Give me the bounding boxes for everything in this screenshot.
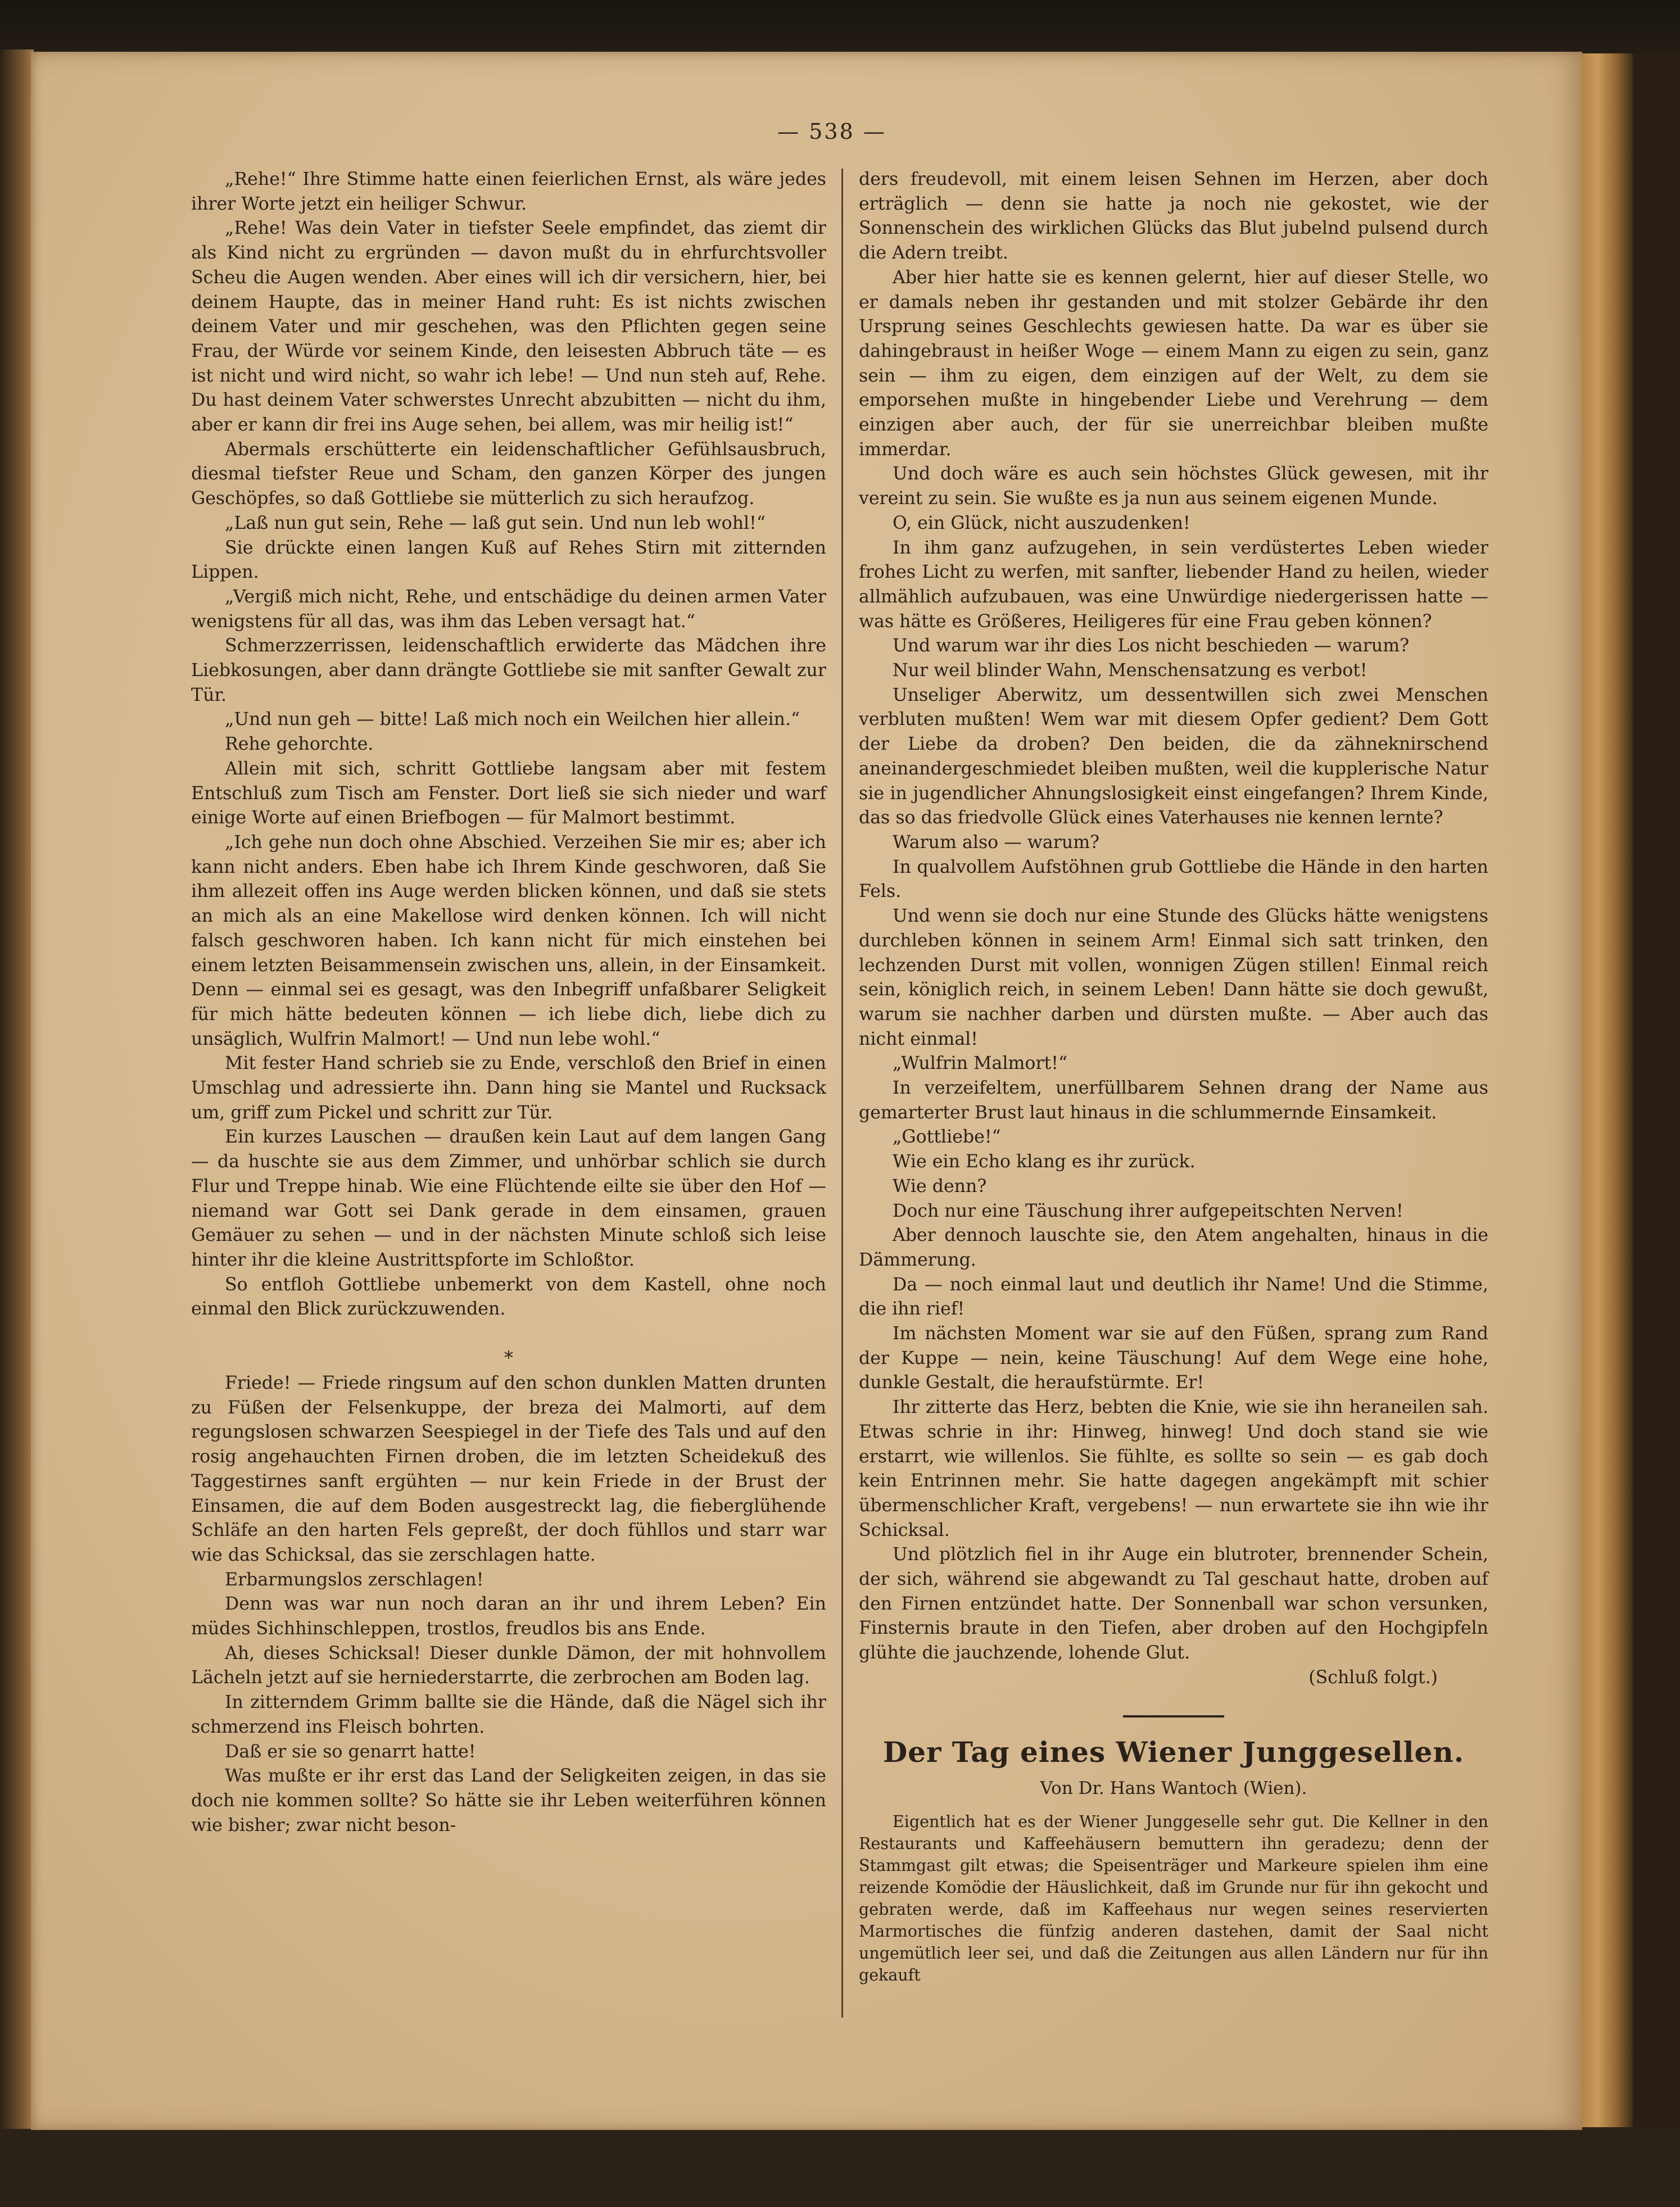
paragraph: Daß er sie so genarrt hatte!	[225, 1741, 476, 1762]
paragraph: „Gottliebe!“	[893, 1127, 1001, 1148]
paragraph: Allein mit sich, schritt Gottliebe langsam aber mit festem Entschluß zum Tisch am Fenster. Dort ließ sie sich nieder und warf einige Worte auf einen Briefbogen — für Malmort bestimmt.	[191, 758, 826, 828]
paragraph: Und plötzlich fiel in ihr Auge ein blutroter, brennender Schein, der sich, während sie abgewandt zu Tal geschaut hatte, droben auf den Firnen entzündet hatte. Der Sonnenball war schon versunken, Finsternis braute in den Tiefen, aber droben auf den Hochgipfeln glühte die jauchzende, lohende Glut.	[859, 1544, 1488, 1664]
left-text-column	[191, 167, 826, 1838]
book-spine-edge	[0, 49, 34, 2129]
paragraph: Nur weil blinder Wahn, Menschensatzung es verbot!	[893, 660, 1367, 681]
paragraph: In zitterndem Grimm ballte sie die Hände, daß die Nägel sich ihr schmerzend ins Fleisch bohrten.	[191, 1692, 826, 1737]
paragraph: „Wulfrin Malmort!“	[893, 1053, 1068, 1074]
left-column-paragraphs	[191, 167, 826, 1322]
paragraph: Unseliger Aberwitz, um dessentwillen sich zwei Menschen verbluten mußten! Wem war mit diesem Opfer gedient? Dem Gott der Liebe da droben? Den beiden, die da zähneknirschend aneinandergeschmiedet bleiben mußten, weil die kupplerische Natur sie in jugendlicher Ahnungslosigkeit einst eingefangen? Ihrem Kinde, das so das friedvolle Glück eines Vaterhauses nie kennen lernte?	[859, 685, 1488, 828]
paragraph: ders freudevoll, mit einem leisen Sehnen im Herzen, aber doch erträglich — denn sie hatte ja noch nie gekostet, wie der Sonnenschein des wirklichen Glücks das Blut jubelnd pulsend durch die Adern treibt.	[859, 169, 1488, 264]
section-break-asterisk: *	[504, 1348, 513, 1369]
paragraph: Da — noch einmal laut und deutlich ihr Name! Und die Stimme, die ihn rief!	[859, 1274, 1488, 1320]
paragraph: „Laß nun gut sein, Rehe — laß gut sein. Und nun leb wohl!“	[225, 513, 766, 533]
paragraph: O, ein Glück, nicht auszudenken!	[893, 513, 1190, 533]
paragraph: Doch nur eine Täuschung ihrer aufgepeitschten Nerven!	[893, 1200, 1403, 1221]
paragraph: Im nächsten Moment war sie auf den Füßen, sprang zum Rand der Kuppe — nein, keine Täuschung! Auf dem Wege eine hohe, dunkle Gestalt, die heraufstürmte. Er!	[859, 1324, 1488, 1393]
right-column-paragraphs	[859, 266, 1488, 1666]
paragraph: Rehe gehorchte.	[225, 734, 374, 755]
paragraph: Aber dennoch lauschte sie, den Atem angehalten, hinaus in die Dämmerung.	[859, 1225, 1488, 1270]
paragraph: Schmerzzerrissen, leidenschaftlich erwiderte das Mädchen ihre Liebkosungen, aber dann drängte Gottliebe sie mit sanfter Gewalt zur Tür.	[191, 636, 826, 705]
page-curl-edge	[1582, 53, 1633, 2127]
paragraph: „Vergiß mich nicht, Rehe, und entschädige du deinen armen Vater wenigstens für all das, was ihm das Leben versagt hat.“	[191, 586, 826, 632]
paragraph: Wie denn?	[893, 1176, 987, 1197]
column-divider	[841, 169, 843, 2018]
paragraph: Mit fester Hand schrieb sie zu Ende, verschloß den Brief in einen Umschlag und adressierte ihn. Dann hing sie Mantel und Rucksack um, griff zum Pickel und schritt zur Tür.	[191, 1053, 826, 1123]
paragraph: Abermals erschütterte ein leidenschaftlicher Gefühlsausbruch, diesmal tiefster Reue und Scham, den ganzen Körper des jungen Geschöpfes, so daß Gottliebe sie mütterlich zu sich heraufzog.	[191, 439, 826, 509]
paragraph: In verzeifeltem, unerfüllbarem Sehnen drang der Name aus gemarterter Brust laut hinaus in die schlummernde Einsamkeit.	[859, 1078, 1488, 1123]
paragraph: Aber hier hatte sie es kennen gelernt, hier auf dieser Stelle, wo er damals neben ihr gestanden und mit stolzer Gebärde ihr den Ursprung seines Geschlechts gewiesen hatte. Da war es über sie dahingebraust in heißer Woge — einem Mann zu eigen zu sein, ganz sein — ihm zu eigen, dem einzigen auf der Welt, zu dem sie emporsehen mußte in hingebender Liebe und Verehrung — dem einzigen aber auch, der für sie unerreichbar bleiben mußte immerdar.	[859, 267, 1488, 460]
page-number: — 538 —	[777, 119, 886, 144]
left-column-paragraphs-after-break	[191, 1371, 826, 1838]
paragraph: Ein kurzes Lauschen — draußen kein Laut auf dem langen Gang — da huschte sie aus dem Zimmer, und unhörbar schlich sie durch Flur und Treppe hinab. Wie eine Flüchtende eilte sie über den Hof — niemand war Gott sei Dank gerade in dem einsamen, grauen Gemäuer zu sehen — und in der nächsten Minute schloß sich leise hinter ihr die kleine Austrittspforte im Schloßtor.	[191, 1127, 826, 1270]
paragraph: Was mußte er ihr erst das Land der Seligkeiten zeigen, in das sie doch nie kommen sollte? So hätte sie ihr Leben weiterführen können wie bisher; zwar nicht beson-	[191, 1766, 826, 1836]
paragraph: Und warum war ihr dies Los nicht beschieden — warum?	[893, 636, 1410, 656]
right-column-continuation	[859, 167, 1488, 266]
paragraph: „Und nun geh — bitte! Laß mich noch ein Weilchen hier allein.“	[225, 709, 800, 730]
article-byline: Von Dr. Hans Wantoch (Wien).	[1040, 1778, 1307, 1798]
paragraph: „Ich gehe nun doch ohne Abschied. Verzeihen Sie mir es; aber ich kann nicht anders. Eben habe ich Ihrem Kinde geschworen, daß Sie ihm allezeit offen ins Auge werden blicken können, und daß sie stets an mich als an eine Makellose wird denken können. Ich will nicht falsch geschworen haben. Ich kann nicht für mich einstehen bei einem letzten Beisammensein zwischen uns, allein, in der Einsamkeit. Denn — einmal sei es gesagt, was den Inbegriff unfaßbarer Seligkeit für mich hätte bedeuten können — ich liebe dich, liebe dich zu unsäglich, Wulfrin Malmort! — Und nun lebe wohl.“	[191, 832, 826, 1049]
paragraph: Erbarmungslos zerschlagen!	[225, 1569, 484, 1590]
paragraph: „Rehe! Was dein Vater in tiefster Seele empfindet, das ziemt dir als Kind nicht zu ergründen — davon mußt du in ehrfurchtsvoller Scheu die Augen wenden. Aber eines will ich dir versichern, hier, bei deinem Haupte, das in meiner Hand ruht: Es ist nichts zwischen deinem Vater und mir geschehen, was den Pflichten gegen seine Frau, der Würde vor seinem Kinde, den leisesten Abbruch täte — es ist nicht und wird nicht, so wahr ich lebe! — Und nun steh auf, Rehe. Du hast deinem Vater schwerstes Unrecht abzubitten — nicht du ihm, aber er kann dir frei ins Auge sehen, bei allem, was mir heilig ist!“	[191, 218, 826, 436]
paragraph: Und doch wäre es auch sein höchstes Glück gewesen, mit ihr vereint zu sein. Sie wußte es ja nun aus seinem eigenen Munde.	[859, 464, 1488, 509]
paragraph: Denn was war nun noch daran an ihr und ihrem Leben? Ein müdes Sichhinschleppen, trostlos, freudlos bis ans Ende.	[191, 1594, 826, 1639]
article-title: Der Tag eines Wiener Junggesellen.	[882, 1735, 1465, 1769]
paragraph: Ah, dieses Schicksal! Dieser dunkle Dämon, der mit hohnvollem Lächeln jetzt auf sie herniederstarrte, die zerbrochen am Boden lag.	[191, 1643, 826, 1688]
article-paragraph: Eigentlich hat es der Wiener Junggeselle sehr gut. Die Kellner in den Restaurants und Kaffeehäusern bemuttern ihn geradezu; denn der Stammgast gilt etwas; die Speisenträger und Markeure spielen ihm eine reizende Komödie der Häuslichkeit, daß im Grunde nur für ihn gekocht und gebraten werde, daß im Kaffeehaus nur wegen seines reservierten Marmortisches die fünfzig anderen dastehen, damit der Saal nicht ungemütlich leer sei, und daß die Zeitungen aus allen Ländern nur für ihn gekauft	[859, 1812, 1488, 1984]
paragraph: In qualvollem Aufstöhnen grub Gottliebe die Hände in den harten Fels.	[859, 856, 1488, 902]
paragraph: Warum also — warum?	[893, 832, 1100, 853]
article-separator-rule	[1123, 1715, 1224, 1717]
paragraph: So entfloh Gottliebe unbemerkt von dem Kastell, ohne noch einmal den Blick zurückzuwenden.	[191, 1274, 826, 1320]
paragraph: In ihm ganz aufzugehen, in sein verdüstertes Leben wieder frohes Licht zu werfen, mit sanfter, liebender Hand zu heilen, wieder allmählich aufzubauen, was eine Unwürdige niedergerissen hatte — was hätte es Größeres, Heiligeres für eine Frau geben können?	[859, 537, 1488, 632]
paragraph: Friede! — Friede ringsum auf den schon dunklen Matten drunten zu Füßen der Felsenkuppe, der breza dei Malmorti, auf dem regungslosen schwarzen Seespiegel in der Tiefe des Tals und auf den rosig angehauchten Firnen droben, die im letzten Scheidekuß des Taggestirnes sanft ergühten — nur kein Friede in der Brust der Einsamen, die auf dem Boden ausgestreckt lag, die fieberglühende Schläfe an den harten Fels gepreßt, der doch fühllos und starr war wie das Schicksal, das sie zerschlagen hatte.	[191, 1373, 826, 1565]
scan-background-right	[1633, 53, 1680, 2127]
paragraph: Wie ein Echo klang es ihr zurück.	[893, 1152, 1196, 1172]
paragraph: Sie drückte einen langen Kuß auf Rehes Stirn mit zitternden Lippen.	[191, 537, 826, 583]
paragraph: „Rehe!“ Ihre Stimme hatte einen feierlichen Ernst, als wäre jedes ihrer Worte jetzt ein heiliger Schwur.	[191, 169, 826, 214]
paragraph: Ihr zitterte das Herz, bebten die Knie, wie sie ihn heraneilen sah. Etwas schrie in ihr: Hinweg, hinweg! Und doch stand sie wie erstarrt, wie willenlos. Sie fühlte, es sollte so sein — es gab doch kein Entrinnen mehr. Sie hatte dagegen angekämpft mit schier übermenschlicher Kraft, vergebens! — nun erwartete sie ihn wie ihr Schicksal.	[859, 1397, 1488, 1540]
paragraph: Und wenn sie doch nur eine Stunde des Glücks hätte wenigstens durchleben können in seinem Arm! Einmal sich satt trinken, den lechzenden Durst mit vollen, wonnigen Zügen stillen! Einmal reich sein, königlich reich, in seinem Leben! Dann hätte sie doch gewußt, warum sie nachher darben und dürsten mußte. — Aber auch das nicht einmal!	[859, 906, 1488, 1049]
right-text-column	[859, 167, 1488, 1986]
section-gap	[191, 1322, 826, 1347]
to-be-continued-note: (Schluß folgt.)	[1308, 1667, 1438, 1688]
